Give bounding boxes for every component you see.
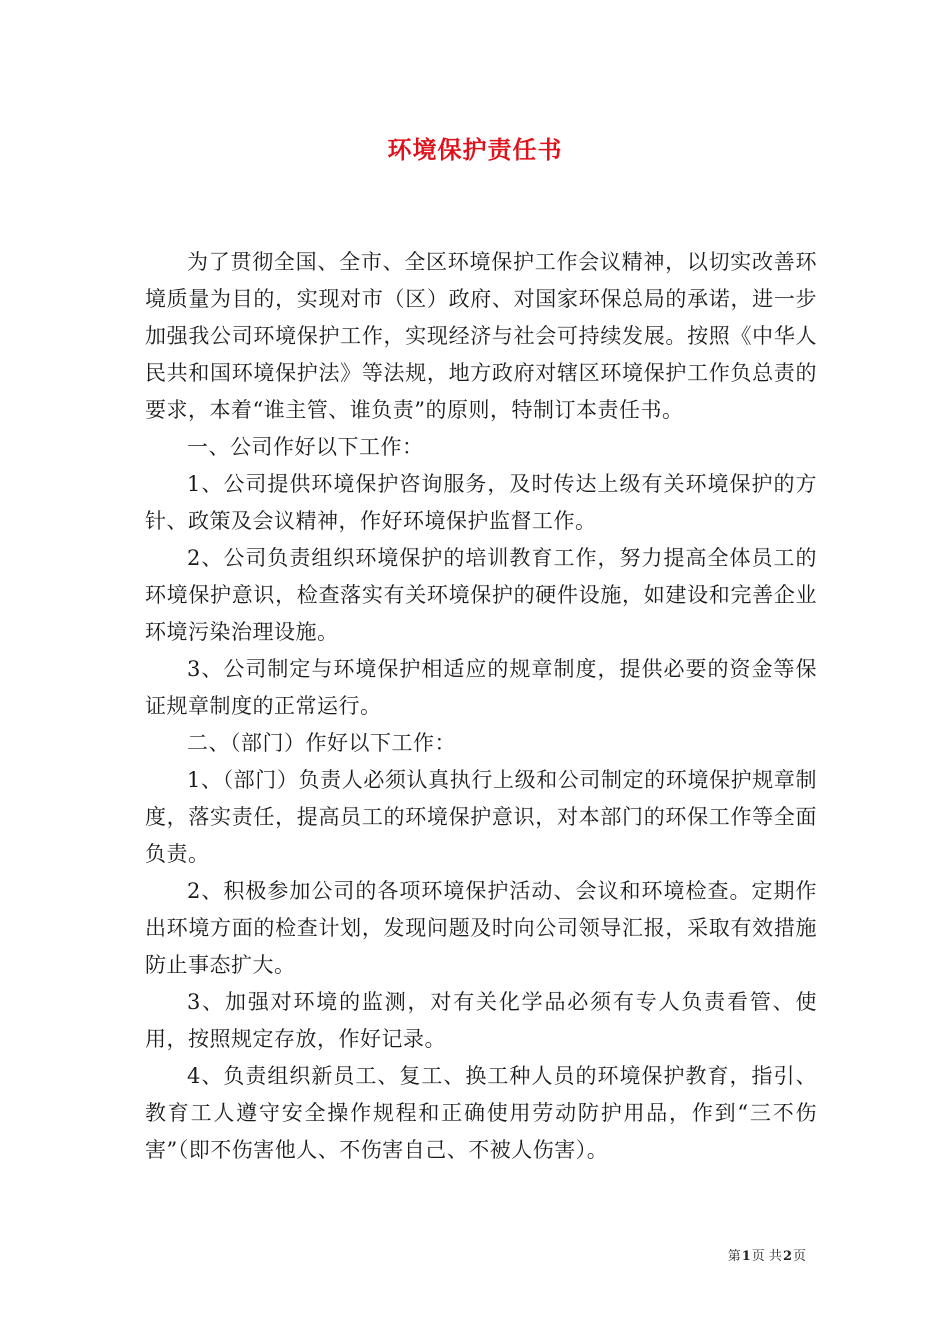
page-number-footer — [728, 1248, 806, 1266]
footer-prefix: 第 — [727, 1249, 741, 1264]
department-item-1: 1、（部门）负责人必须认真执行上级和公司制定的环境保护规章制度，落实责任，提高员工的环境保护意识，对本部门的环保工作等全面负责。 — [145, 768, 817, 866]
department-item-2: 2、积极参加公司的各项环境保护活动、会议和环境检查。定期作出环境方面的检查计划，发现问题及时向公司领导汇报，采取有效措施防止事态扩大。 — [145, 879, 817, 977]
total-page-number: 2 — [782, 1249, 792, 1264]
section-heading-company: 一、公司作好以下工作： — [187, 435, 424, 459]
paragraph-intro: 为了贯彻全国、全市、全区环境保护工作会议精神，以切实改善环境质量为目的，实现对市（区）政府、对国家环保总局的承诺，进一步加强我公司环境保护工作，实现经济与社会可持续发展。按照《中华人民共和国环境保护法》等法规，地方政府对辖区环境保护工作负总责的要求，本着“谁主管、谁负责”的原则，特制订本责任书。 — [145, 250, 817, 422]
document-title: 环境保护责任书 — [387, 135, 563, 164]
current-page-number: 1 — [741, 1249, 751, 1264]
company-item-3: 3、公司制定与环境保护相适应的规章制度，提供必要的资金等保证规章制度的正常运行。 — [145, 657, 817, 718]
company-item-1: 1、公司提供环境保护咨询服务，及时传达上级有关环境保护的方针、政策及会议精神，作好环境保护监督工作。 — [145, 472, 817, 533]
department-item-3: 3、加强对环境的监测，对有关化学品必须有专人负责看管、使用，按照规定存放，作好记录。 — [145, 990, 817, 1051]
section-heading-department: 二、（部门）作好以下工作： — [187, 731, 456, 755]
document-body — [145, 244, 817, 1169]
department-item-4: 4、负责组织新员工、复工、换工种人员的环境保护教育，指引、教育工人遵守安全操作规程和正确使用劳动防护用品，作到“三不伤害”（即不伤害他人、不伤害自己、不被人伤害）。 — [145, 1064, 817, 1162]
company-item-2: 2、公司负责组织环境保护的培训教育工作，努力提高全体员工的环境保护意识，检查落实有关环境保护的硬件设施，如建设和完善企业环境污染治理设施。 — [145, 546, 817, 644]
footer-middle: 页 共 — [751, 1249, 782, 1264]
footer-suffix: 页 — [792, 1249, 806, 1264]
